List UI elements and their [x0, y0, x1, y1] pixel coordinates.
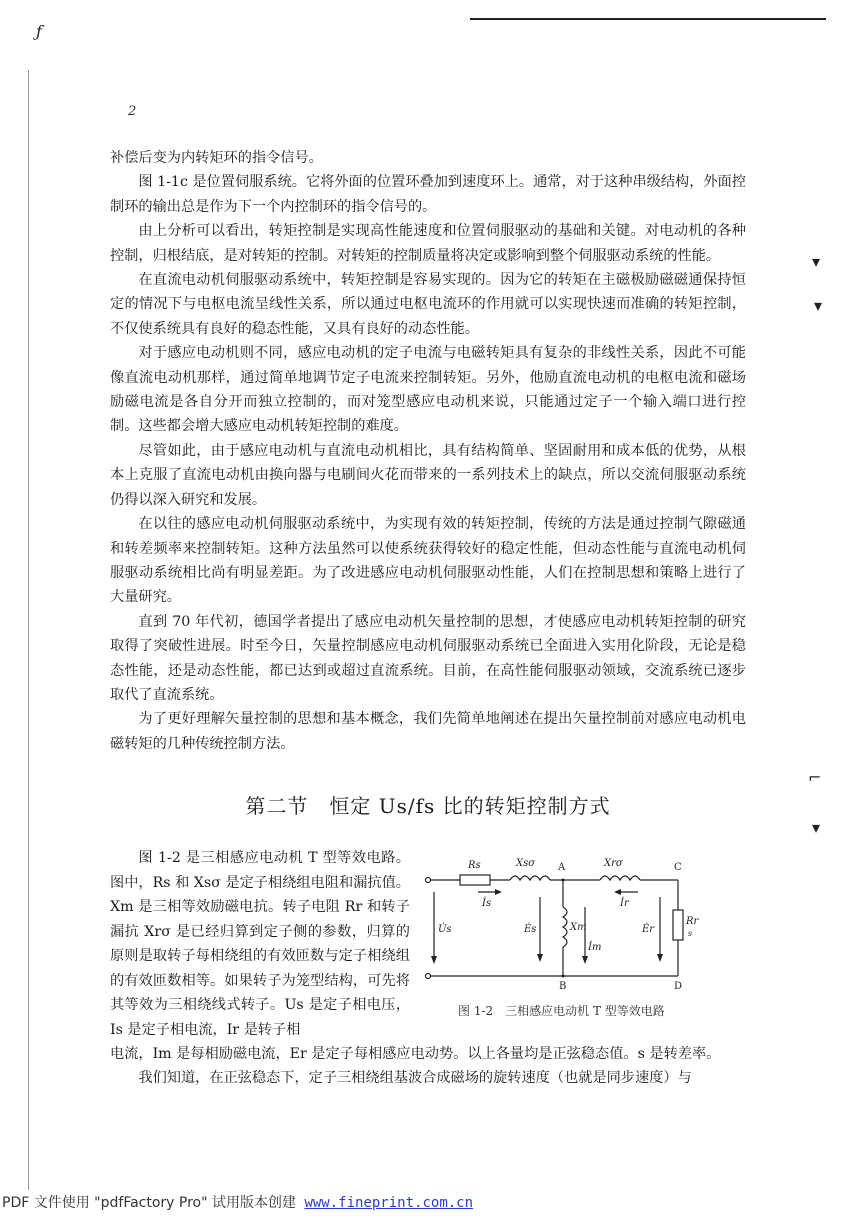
label-rr: Rr [686, 916, 699, 927]
paragraph-6: 在以往的感应电动机伺服驱动系统中，为实现有效的转矩控制，传统的方法是通过控制气隙磁通和转差频率来控制转矩。这种方法虽然可以使系统获得较好的稳定性能，但动态性能与直流电动机伺服驱动系统相比尚有明显差距。为了改进感应电动机伺服驱动性能，人们在控制思想和策略上进行了大量研究。 [110, 516, 746, 606]
label-es: Ės [524, 924, 537, 935]
rs-resistor [460, 875, 490, 885]
margin-mark-2: ▾ [814, 296, 823, 315]
label-node-b: B [559, 981, 567, 992]
label-im: İm [588, 942, 602, 953]
label-xs: Xsσ [516, 858, 536, 869]
label-er: Ėr [642, 924, 655, 935]
paragraph-8: 为了更好理解矢量控制的思想和基本概念，我们先简单地阐述在提出矢量控制前对感应电动机电磁转矩的几种传统控制方法。 [110, 711, 746, 752]
label-node-c: C [674, 862, 682, 873]
figure-paragraph: 图 1-2 是三相感应电动机 T 型等效电路。图中，Rs 和 Xsσ 是定子相绕组电阻和漏抗值。Xm 是三相等效励磁电抗。转子电阻 Rr 和转子漏抗 Xrσ 是已经归算到定子侧的参数，归算的原则是取转子每相绕组的有效匝数与定子相绕组的有效匝数相等。如果转子为笼型结构，可先将其等效为三相绕线式转子。Us 是定子相电压，Is 是定子相电流，Ir 是转子相 [110, 850, 410, 1038]
body-text-bottom [110, 1042, 746, 1091]
margin-mark-4: ▾ [812, 818, 821, 837]
paragraph-7: 直到 70 年代初，德国学者提出了感应电动机矢量控制的思想，才使感应电动机转矩控制的研究取得了突破性进展。时至今日，矢量控制感应电动机伺服驱动系统已全面进入实用化阶段，无论是稳态性能，还是动态性能，都已达到或超过直流系统。目前，在高性能伺服驱动领域，交流系统已逐步取代了直流系统。 [110, 613, 746, 703]
figure-caption: 图 1-2 三相感应电动机 T 型等效电路 [458, 1004, 665, 1018]
paragraph-3: 在直流电动机伺服驱动系统中，转矩控制是容易实现的。因为它的转矩在主磁极励磁磁通保持恒定的情况下与电枢电流呈线性关系，所以通过电枢电流环的作用就可以实现快速而准确的转矩控制，不仅使系统具有良好的稳态性能，又具有良好的动态性能。 [110, 272, 746, 337]
label-node-a: A [558, 862, 566, 873]
paragraph-4: 对于感应电动机则不同，感应电动机的定子电流与电磁转矩具有复杂的非线性关系，因此不可能像直流电动机那样，通过简单地调节定子电流来控制转矩。另外，他励直流电动机的电枢电流和磁场励磁电流是各自分开而独立控制的，而对笼型感应电动机来说，只能通过定子一个输入端口进行控制。这些都会增大感应电动机转矩控制的难度。 [110, 345, 746, 435]
label-rs: Rs [468, 860, 481, 871]
label-is: İs [482, 898, 492, 909]
paragraph-1: 图 1-1c 是位置伺服系统。它将外面的位置环叠加到速度环上。通常，对于这种串级结构，外面控制环的输出总是作为下一个内控制环的指令信号的。 [110, 174, 746, 215]
label-s: s [688, 929, 693, 938]
label-node-d: D [674, 981, 683, 992]
margin-mark-3: ⌐ [808, 768, 822, 787]
footer-watermark [2, 1192, 473, 1212]
label-xm: Xm [570, 922, 587, 933]
paragraph-after-0: 电流，Im 是每相励磁电流，Er 是定子每相感应电动势。以上各量均是正弦稳态值。s 是转差率。 [110, 1046, 721, 1062]
label-xr: Xrσ [604, 858, 623, 869]
equivalent-circuit-diagram [420, 852, 710, 992]
paragraph-after-1: 我们知道，在正弦稳态下，定子三相绕组基波合成磁场的旋转速度（也就是同步速度）与 [138, 1070, 692, 1087]
label-us: U̇s [438, 924, 452, 935]
body-text-top [110, 146, 746, 756]
top-rule [470, 18, 826, 20]
margin-mark-1: ▾ [812, 252, 821, 271]
xs-inductor [510, 876, 550, 880]
page-number: 2 [128, 104, 137, 119]
rr-resistor [673, 910, 683, 940]
label-ir: İr [620, 898, 629, 909]
section-title: 第二节 恒定 Us/fs 比的转矩控制方式 [245, 794, 611, 818]
footer-link[interactable]: www.fineprint.com.cn [304, 1195, 474, 1211]
xm-inductor [563, 907, 567, 947]
corner-mark: ƒ [36, 22, 42, 41]
figure-side-text [110, 846, 410, 1042]
paragraph-2: 由上分析可以看出，转矩控制是实现高性能速度和位置伺服驱动的基础和关键。对电动机的各种控制，归根结底，是对转矩的控制。对转矩的控制质量将决定或影响到整个伺服驱动系统的性能。 [110, 223, 746, 264]
paragraph-5: 尽管如此，由于感应电动机与直流电动机相比，具有结构简单、坚固耐用和成本低的优势，从根本上克服了直流电动机由换向器与电刷间火花而带来的一系列技术上的缺点，所以交流伺服驱动系统仍得以深入研究和发展。 [110, 442, 746, 508]
paragraph-0: 补偿后变为内转矩环的指令信号。 [110, 150, 323, 166]
footer-prefix: PDF 文件使用 "pdfFactory Pro" 试用版本创建 [2, 1195, 297, 1211]
xr-inductor [600, 876, 640, 880]
left-margin-rule [28, 70, 29, 1190]
